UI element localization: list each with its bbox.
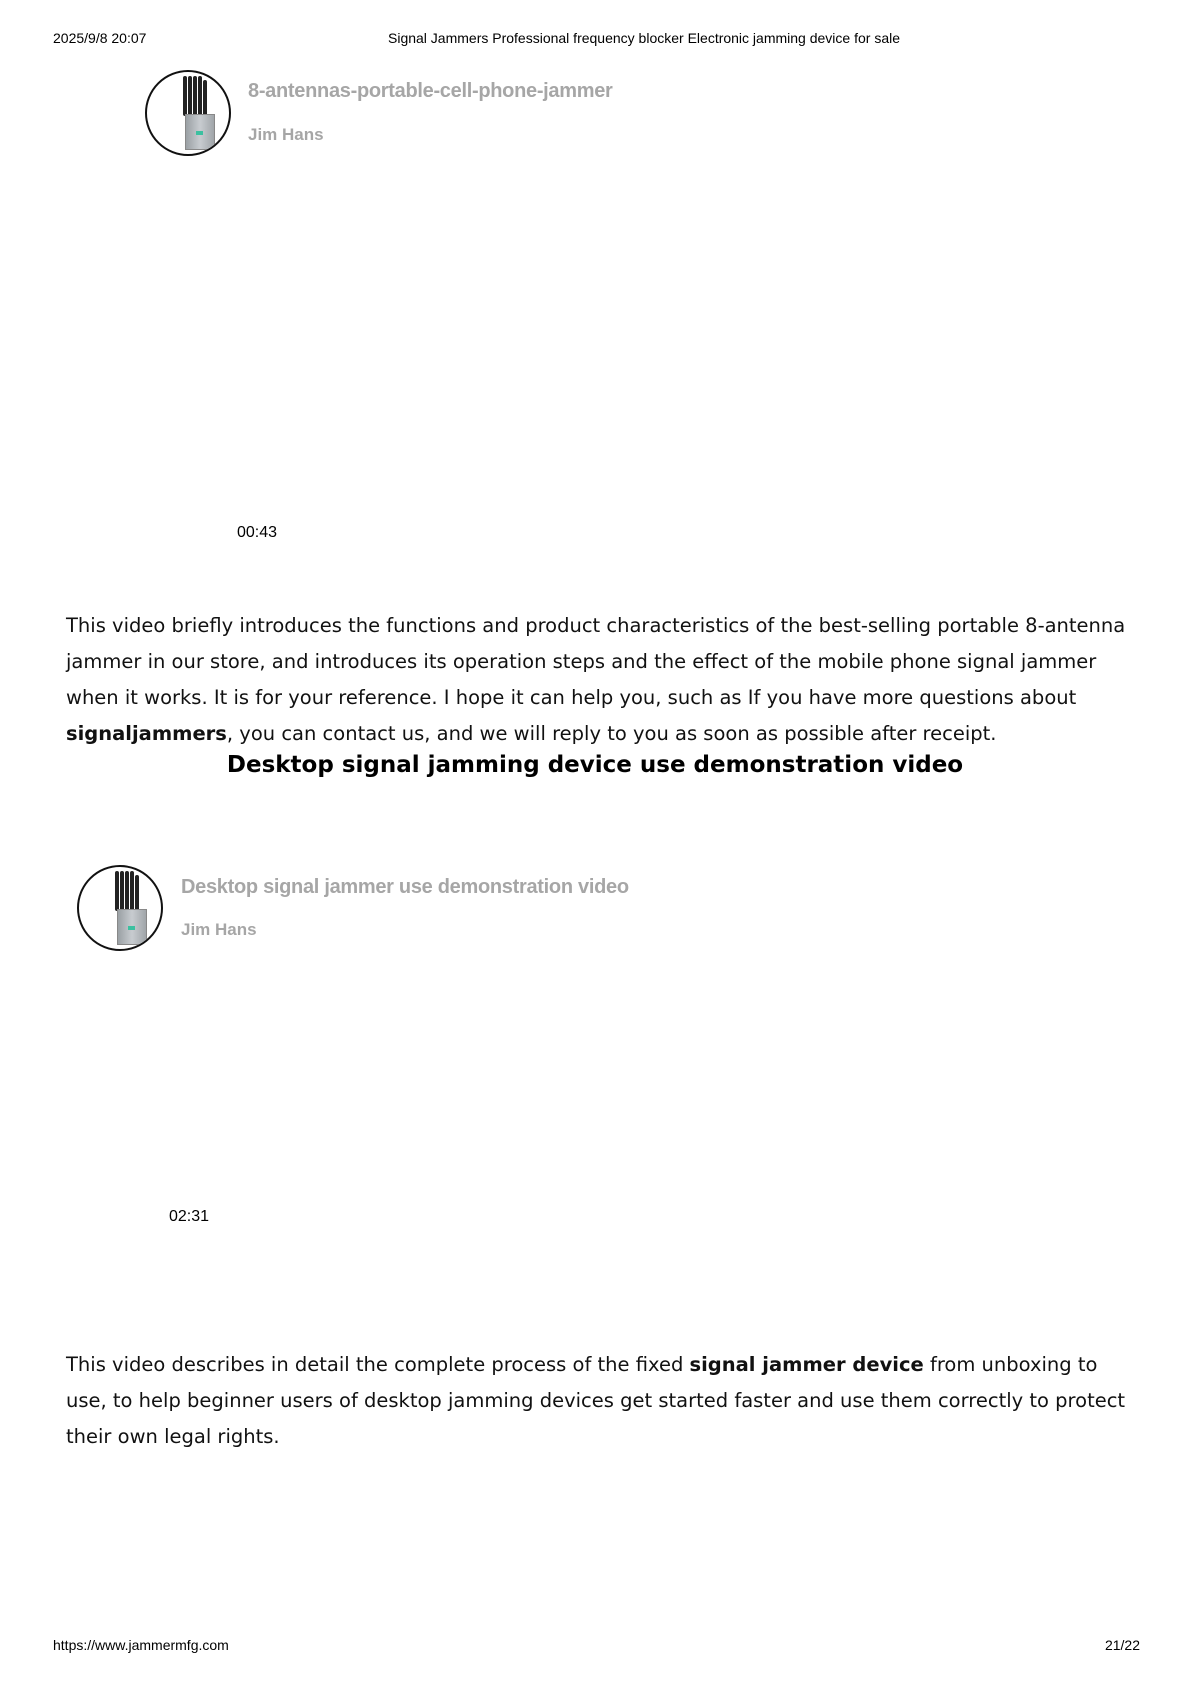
paragraph-text: This video briefly introduces the functions and product characteristics of the best-selling portable 8-antenna jammer in our store, and introduces its operation steps and the effect of the mobile phone signal jammer when it works. It is for your reference. I hope it can help you, such as If you have more questions about xyxy=(66,614,1126,709)
section-heading: Desktop signal jamming device use demonstration video xyxy=(226,752,964,778)
signal-jammer-device-link[interactable]: signal jammer device xyxy=(689,1353,924,1376)
jammer-device-image xyxy=(175,76,205,154)
paragraph-text: from unboxing to use, to help beginner users of desktop jamming devices get started faster and use them correctly to protect their own legal rights. xyxy=(66,1353,1126,1448)
paragraph-1 xyxy=(66,608,1136,752)
paragraph-text: , you can contact us, and we will reply to you as soon as possible after receipt. xyxy=(226,722,997,745)
video-duration: 02:31 xyxy=(169,1208,210,1225)
video-title[interactable]: 8-antennas-portable-cell-phone-jammer xyxy=(248,80,613,102)
page-number: 21/22 xyxy=(1104,1637,1140,1653)
video-duration: 00:43 xyxy=(237,524,278,541)
video-author[interactable]: Jim Hans xyxy=(181,920,257,939)
paragraph-text: This video describes in detail the complete process of the fixed xyxy=(66,1353,690,1376)
print-datetime: 2025/9/8 20:07 xyxy=(53,30,147,46)
channel-avatar[interactable] xyxy=(145,70,231,156)
video-author[interactable]: Jim Hans xyxy=(248,125,324,144)
channel-avatar[interactable] xyxy=(77,865,163,951)
paragraph-2 xyxy=(66,1347,1136,1455)
video-title[interactable]: Desktop signal jammer use demonstration video xyxy=(181,876,629,898)
print-page-title: Signal Jammers Professional frequency blocker Electronic jamming device for sale xyxy=(388,30,900,46)
signaljammers-link[interactable]: signaljammers xyxy=(66,722,227,745)
jammer-device-image xyxy=(107,871,137,949)
footer-url: https://www.jammermfg.com xyxy=(53,1637,229,1653)
